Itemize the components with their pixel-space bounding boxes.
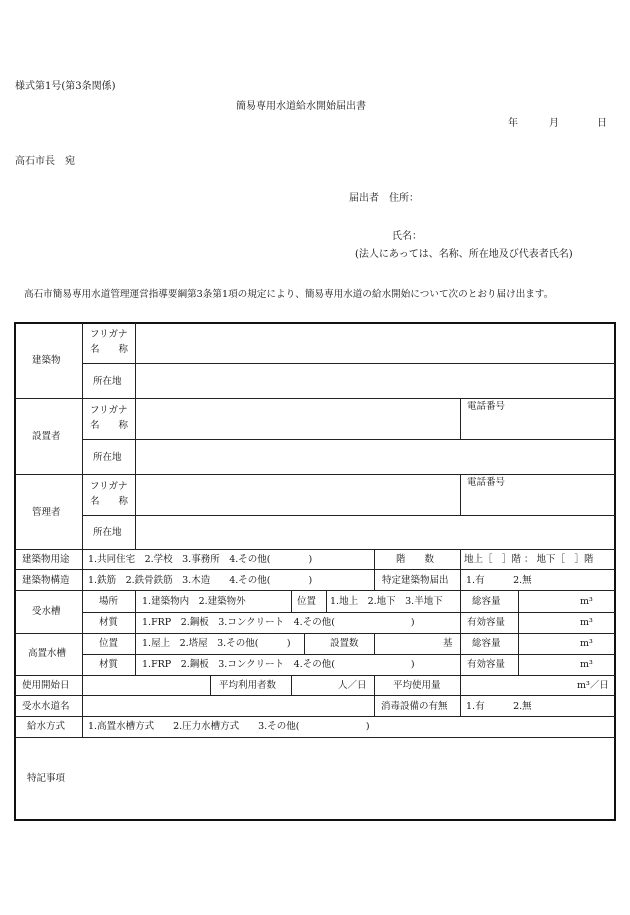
- building-location-label: 所在地: [93, 376, 122, 387]
- vline: [374, 633, 375, 654]
- tank-place-label: 場所: [99, 596, 119, 607]
- start-date-label: 使用開始日: [22, 680, 70, 691]
- hline: [82, 612, 615, 613]
- hline: [15, 695, 615, 696]
- installer-label: 設置者: [32, 431, 61, 442]
- vline: [460, 549, 461, 570]
- elevated-position-options: 1.屋上 2.塔屋 3.その他( ): [142, 638, 291, 649]
- disinfection-label: 消毒設備の有無: [381, 701, 448, 712]
- manager-furigana-label: フリガナ: [90, 481, 128, 492]
- avg-users-unit: 人／日: [338, 680, 367, 691]
- form-number: 様式第1号(第3条関係): [15, 81, 116, 92]
- building-name-label: 名 称: [90, 344, 129, 355]
- vline: [374, 695, 375, 716]
- date-month: 月: [549, 118, 559, 129]
- vline: [460, 398, 461, 439]
- receiving-tank-label: 受水槽: [32, 606, 61, 617]
- installer-furigana-label: フリガナ: [90, 405, 128, 416]
- vline: [135, 323, 136, 549]
- vline: [291, 675, 292, 695]
- tank-position-options: 1.地上 2.地下 3.半地下: [330, 596, 443, 607]
- hline: [15, 716, 615, 717]
- elevated-position-label: 位置: [99, 638, 119, 649]
- document-title: 簡易専用水道給水開始届出書: [236, 101, 366, 112]
- tank-total-capacity-label: 総容量: [472, 596, 501, 607]
- manager-phone-label: 電話番号: [467, 477, 506, 488]
- installer-location-label: 所在地: [93, 452, 122, 463]
- specified-building-label: 特定建築物届出: [382, 575, 449, 586]
- vline: [210, 675, 211, 695]
- manager-location-label: 所在地: [93, 527, 122, 538]
- avg-usage-label: 平均使用量: [393, 680, 441, 691]
- applicant-address-label: 届出者 住所：: [349, 193, 419, 204]
- avg-users-label: 平均利用者数: [219, 680, 277, 691]
- manager-label: 管理者: [32, 507, 61, 518]
- install-count-unit: 基: [443, 638, 453, 649]
- hline: [82, 363, 615, 364]
- tank-material-label: 材質: [99, 617, 119, 628]
- date-year: 年: [508, 118, 518, 129]
- building-furigana-label: フリガナ: [90, 329, 128, 340]
- vline: [326, 590, 327, 612]
- building-label: 建築物: [32, 355, 61, 366]
- vline: [460, 474, 461, 515]
- elevated-total-capacity-unit: m³: [580, 638, 593, 649]
- source-waterworks-label: 受水水道名: [22, 701, 70, 712]
- manager-name-label: 名 称: [90, 496, 129, 507]
- install-count-label: 設置数: [330, 638, 359, 649]
- elevated-material-label: 材質: [99, 659, 119, 670]
- vline: [82, 323, 83, 737]
- avg-usage-unit: m³／日: [577, 680, 609, 691]
- hline: [15, 549, 615, 550]
- tank-position-label: 位置: [297, 596, 317, 607]
- building-structure-label: 建築物構造: [22, 575, 70, 586]
- floors-value: 地上［ ］階 ： 地下［ ］階: [464, 554, 594, 565]
- vline: [518, 590, 519, 675]
- elevated-total-capacity-label: 総容量: [472, 638, 501, 649]
- elevated-effective-capacity-unit: m³: [580, 659, 593, 670]
- floors-label: 階 数: [396, 554, 435, 565]
- addressee: 高石市長 宛: [15, 156, 75, 167]
- hline: [82, 515, 615, 516]
- elevated-material-options: 1.FRP 2.鋼板 3.コンクリート 4.その他( ): [142, 659, 415, 670]
- vline: [304, 633, 305, 654]
- vline: [460, 590, 461, 675]
- date-day: 日: [597, 118, 607, 129]
- hline: [82, 654, 615, 655]
- elevated-tank-label: 高置水槽: [28, 648, 67, 659]
- hline: [15, 590, 615, 591]
- hline: [15, 675, 615, 676]
- vline: [291, 590, 292, 612]
- hline: [15, 398, 615, 399]
- applicant-name-label: 氏名：: [392, 231, 422, 242]
- form-table: [14, 322, 616, 821]
- specified-building-options: 1.有 2.無: [466, 575, 532, 586]
- tank-material-options: 1.FRP 2.鋼板 3.コンクリート 4.その他( ): [142, 617, 415, 628]
- tank-effective-capacity-unit: m³: [580, 617, 593, 628]
- vline: [374, 675, 375, 695]
- applicant-note: (法人にあっては、名称、所在地及び代表者氏名): [355, 249, 573, 260]
- vline: [135, 590, 136, 675]
- hline: [15, 474, 615, 475]
- hline: [15, 569, 615, 570]
- vline: [374, 569, 375, 590]
- vline: [374, 549, 375, 570]
- remarks-label: 特記事項: [27, 773, 66, 784]
- hline: [15, 633, 615, 634]
- disinfection-options: 1.有 2.無: [466, 701, 532, 712]
- building-use-label: 建築物用途: [22, 554, 70, 565]
- elevated-effective-capacity-label: 有効容量: [467, 659, 506, 670]
- installer-phone-label: 電話番号: [467, 401, 506, 412]
- installer-name-label: 名 称: [90, 420, 129, 431]
- supply-method-options: 1.高置水槽方式 2.圧力水槽方式 3.その他( ): [88, 721, 370, 732]
- statement: 高石市簡易専用水道管理運営指導要綱第3条第1項の規定により、簡易専用水道の給水開始について次のとおり届け出ます。: [24, 289, 554, 300]
- building-use-options: 1.共同住宅 2.学校 3.事務所 4.その他( ): [88, 554, 313, 565]
- vline: [460, 695, 461, 716]
- tank-total-capacity-unit: m³: [580, 596, 593, 607]
- vline: [460, 675, 461, 695]
- tank-place-options: 1.建築物内 2.建築物外: [142, 596, 246, 607]
- hline: [15, 737, 615, 738]
- hline: [82, 439, 615, 440]
- building-structure-options: 1.鉄筋 2.鉄骨鉄筋 3.木造 4.その他( ): [88, 575, 313, 586]
- vline: [460, 569, 461, 590]
- supply-method-label: 給水方式: [27, 721, 66, 732]
- tank-effective-capacity-label: 有効容量: [467, 617, 506, 628]
